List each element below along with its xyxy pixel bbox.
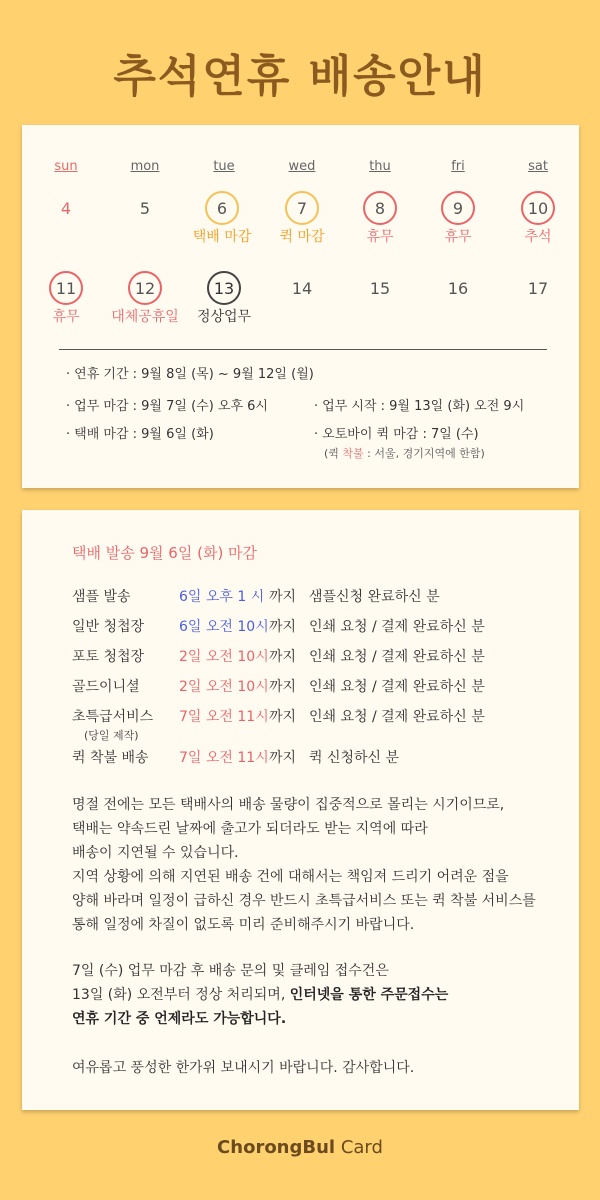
row-until: 까지	[269, 750, 297, 766]
day-label: 택배 마감	[192, 229, 252, 245]
note-highlight: 착불	[342, 447, 364, 460]
day-number: 17	[527, 279, 549, 298]
row-time: 2일 오전 10시	[179, 649, 269, 665]
row-time: 7일 오전 11시	[179, 709, 269, 725]
day-cell	[340, 191, 420, 246]
day-cell	[262, 191, 342, 246]
weekday-thu: thu	[369, 159, 391, 174]
day-cell	[184, 271, 264, 326]
row-name: 포토 청첩장	[72, 649, 145, 665]
day-cell	[26, 271, 106, 326]
calendar-card	[22, 125, 579, 488]
info-text: 택배 마감 : 9월 6일 (화)	[74, 427, 214, 442]
day-cell	[498, 271, 578, 305]
day-label: 퀵 마감	[279, 229, 325, 245]
note-suffix: : 서울, 경기지역에 한함)	[363, 447, 485, 460]
day-cell	[105, 271, 185, 326]
day-number: 14	[291, 279, 313, 298]
bullet-icon: ·	[66, 427, 71, 442]
notice-paragraph-1	[72, 793, 536, 937]
day-number: 9	[441, 191, 475, 225]
day-label: 대체공휴일	[111, 309, 179, 325]
info-work-start	[314, 395, 524, 414]
day-number: 5	[139, 199, 151, 218]
day-cell	[418, 271, 498, 305]
row-time: 6일 오후 1 시	[179, 589, 265, 605]
divider	[59, 349, 547, 350]
day-cell	[262, 271, 342, 305]
weekday-sun: sun	[54, 159, 78, 174]
brand-name-regular: Card	[335, 1137, 383, 1158]
day-label: 휴무	[366, 229, 394, 245]
row-name: 샘플 발송	[72, 589, 131, 605]
weekday-sat: sat	[528, 159, 548, 174]
row-until: 까지	[269, 709, 297, 725]
weekday-mon: mon	[130, 159, 160, 174]
row-desc: 인쇄 요청 / 결제 완료하신 분	[309, 649, 485, 665]
brand-logo	[0, 1137, 600, 1158]
day-number: 12	[128, 271, 162, 305]
bullet-icon: ·	[66, 367, 71, 382]
same-day-note: (당일 제작)	[84, 729, 139, 742]
day-cell	[26, 191, 106, 225]
shipping-title: 택배 발송 9월 6일 (화) 마감	[72, 544, 258, 562]
day-number: 11	[49, 271, 83, 305]
day-label: 추석	[524, 229, 552, 245]
day-number: 7	[285, 191, 319, 225]
notice-line: 양해 바라며 일정이 급하신 경우 반드시 초특급서비스 또는 퀵 착불 서비스를	[72, 893, 536, 909]
info-note	[324, 445, 485, 461]
note-prefix: (퀵	[324, 447, 343, 460]
row-desc: 인쇄 요청 / 결제 완료하신 분	[309, 709, 485, 725]
brand-name-bold: ChorongBul	[217, 1137, 336, 1158]
row-name: 골드이니셜	[72, 679, 140, 695]
row-until: 까지	[269, 649, 297, 665]
info-text: 업무 시작 : 9월 13일 (화) 오전 9시	[322, 399, 525, 414]
day-label: 정상업무	[196, 309, 252, 325]
info-text: 오토바이 퀵 마감 : 7일 (수)	[322, 427, 479, 442]
day-cell	[340, 271, 420, 305]
weekday-tue: tue	[213, 159, 235, 174]
row-time: 6일 오전 10시	[179, 619, 269, 635]
weekday-fri: fri	[451, 159, 465, 174]
info-holiday-period	[66, 363, 314, 382]
notice-line	[72, 983, 448, 1007]
day-number: 4	[60, 199, 72, 218]
info-text: 업무 마감 : 9월 7일 (수) 오후 6시	[74, 399, 268, 414]
page-title: 추석연휴 배송안내	[113, 51, 487, 102]
notice-closing: 여유롭고 풍성한 한가위 보내시기 바랍니다. 감사합니다.	[72, 1060, 415, 1076]
notice-line: 배송이 지연될 수 있습니다.	[72, 845, 239, 861]
notice-line: 통해 일정에 차질이 없도록 미리 준비해주시기 바랍니다.	[72, 917, 415, 933]
row-desc: 퀵 신청하신 분	[309, 750, 400, 766]
row-name: 일반 청첩장	[72, 619, 145, 635]
weekday-wed: wed	[288, 159, 316, 174]
day-number: 13	[207, 271, 241, 305]
row-time: 2일 오전 10시	[179, 679, 269, 695]
shipping-card	[22, 510, 579, 1110]
row-until: 까지	[269, 679, 297, 695]
notice-bold-line: 연휴 기간 중 언제라도 가능합니다.	[72, 1011, 287, 1027]
day-number: 15	[369, 279, 391, 298]
row-desc: 인쇄 요청 / 결제 완료하신 분	[309, 679, 485, 695]
day-number: 16	[447, 279, 469, 298]
day-number: 6	[205, 191, 239, 225]
day-cell	[418, 191, 498, 246]
day-label: 휴무	[444, 229, 472, 245]
bullet-icon: ·	[314, 399, 319, 414]
bullet-icon: ·	[314, 427, 319, 442]
info-bike-end	[314, 423, 479, 442]
day-cell	[182, 191, 262, 246]
day-cell	[105, 191, 185, 225]
day-label: 휴무	[52, 309, 80, 325]
info-work-end	[66, 395, 268, 414]
info-text: 연휴 기간 : 9월 8일 (목) ~ 9월 12일 (월)	[74, 367, 314, 382]
info-parcel-end	[66, 423, 214, 442]
row-time: 7일 오전 11시	[179, 750, 269, 766]
notice-line: 택배는 약속드린 날짜에 출고가 되더라도 받는 지역에 따라	[72, 821, 428, 837]
day-number: 10	[521, 191, 555, 225]
notice-text: 13일 (화) 오전부터 정상 처리되며,	[72, 987, 290, 1003]
row-until: 까지	[269, 619, 297, 635]
row-name: 퀵 착불 배송	[72, 750, 149, 766]
day-number: 8	[363, 191, 397, 225]
row-desc: 인쇄 요청 / 결제 완료하신 분	[309, 619, 485, 635]
notice-bold-text: 인터넷을 통한 주문접수는	[289, 987, 449, 1003]
row-until: 까지	[269, 589, 297, 605]
row-desc: 샘플신청 완료하신 분	[309, 589, 440, 605]
bullet-icon: ·	[66, 399, 71, 414]
notice-paragraph-2	[72, 959, 448, 1031]
row-name: 초특급서비스	[72, 709, 154, 725]
notice-line: 7일 (수) 업무 마감 후 배송 문의 및 클레임 접수건은	[72, 963, 389, 979]
notice-line: 명절 전에는 모든 택배사의 배송 물량이 집중적으로 몰리는 시기이므로,	[72, 797, 505, 813]
notice-line: 지역 상황에 의해 지연된 배송 건에 대해서는 책임져 드리기 어려운 점을	[72, 869, 509, 885]
day-cell	[498, 191, 578, 246]
